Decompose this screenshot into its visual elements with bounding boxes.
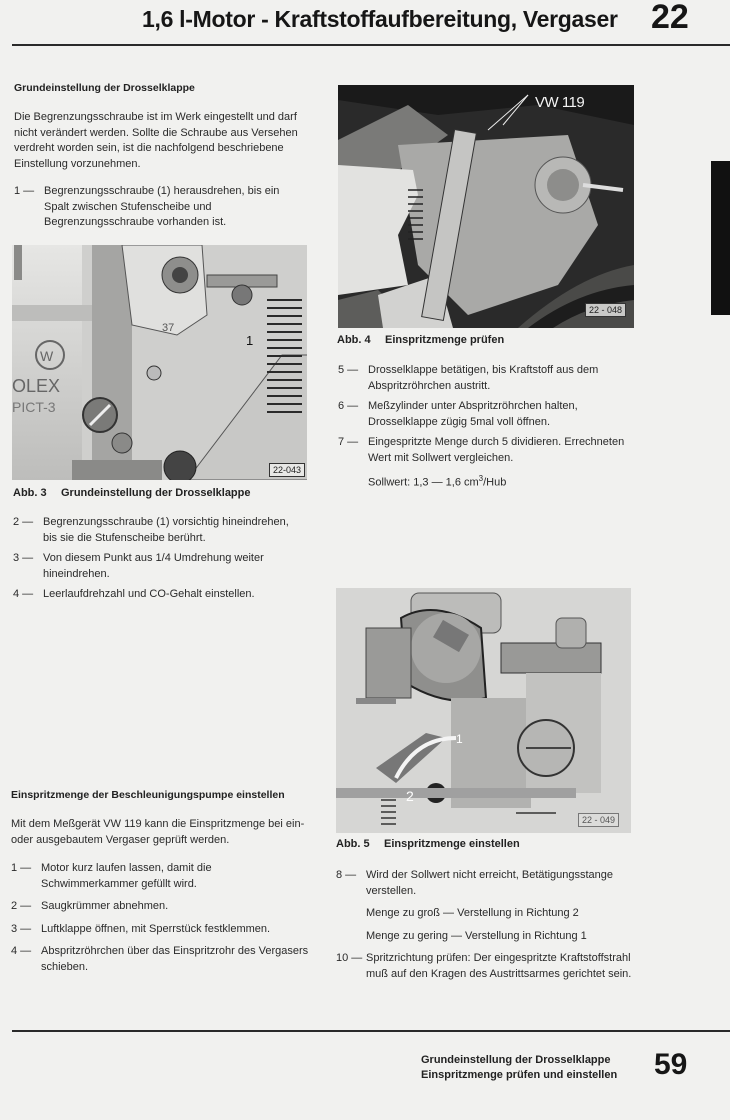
plate-brand-text: OLEX: [12, 376, 61, 396]
step-number: 2 —: [11, 900, 32, 912]
step-text: Begrenzungsschraube (1) herausdrehen, bis ein Spalt zwischen Stufenscheibe und Begrenzungsschraube vorhanden ist.: [44, 185, 280, 228]
step-number: 2 —: [13, 516, 34, 528]
header-rule: [12, 44, 730, 46]
step-number: 8 —: [336, 869, 357, 881]
step-item: [14, 184, 306, 231]
step-text: Saugkrümmer abnehmen.: [41, 900, 169, 912]
step-item: [11, 922, 311, 938]
step-item: [13, 551, 303, 582]
carburetor-assembly-image: [336, 588, 631, 833]
step-text: Abspritzröhrchen über das Einspritzrohr des Vergasers schieben.: [41, 945, 309, 973]
section-intro-pump: Mit dem Meßgerät VW 119 kann die Einspritzmenge bei ein- oder ausgebautem Vergaser geprüft werden.: [11, 818, 305, 846]
tool-label-vw119: VW 119: [535, 94, 585, 111]
step-text: Begrenzungsschraube (1) vorsichtig hineindrehen, bis sie die Stufenscheibe berührt.: [43, 516, 289, 544]
figure-label: Abb. 3: [13, 487, 47, 499]
plate-number-text: 37: [162, 322, 175, 334]
step-text: Wird der Sollwert nicht erreicht, Betätigungsstange verstellen.: [366, 869, 614, 897]
step-item: [336, 951, 636, 982]
step-list-check: [338, 363, 638, 498]
section-heading-pump: Einspritzmenge der Beschleunigungspumpe einstellen: [11, 789, 285, 801]
step-number: 3 —: [11, 922, 32, 935]
step-list-pump: [11, 861, 311, 980]
step-number: 10 —: [336, 952, 363, 964]
section-intro-throttle: Die Begrenzungsschraube ist im Werk eingestellt und darf nicht verändert werden. Sollte die Schraube aus Versehen verdreht worden sein, ist die nachfolgend beschriebene Einstellung vorzunehmen.: [14, 111, 298, 170]
adjust-note-too-much: Menge zu groß — Verstellung in Richtung 2: [366, 907, 579, 919]
figure-3-caption: [13, 487, 251, 499]
target-value-prefix: Sollwert: 1,3 — 1,6 cm: [368, 476, 479, 489]
target-value-suffix: /Hub: [483, 476, 507, 489]
figure-5-photo: [336, 588, 631, 833]
figure-caption-text: Grundeinstellung der Drosselklappe: [61, 487, 251, 499]
footer-rule: [12, 1030, 730, 1032]
step-item: [338, 399, 638, 430]
step-item: [11, 899, 311, 915]
step-item: [336, 868, 636, 899]
step-list-throttle-b: [13, 515, 303, 608]
footer-topic-1: Grundeinstellung der Drosselklappe: [421, 1054, 611, 1066]
plate-model-text: PICT-3: [12, 399, 56, 415]
photo-reference-id: 22-043: [269, 463, 305, 477]
figure-5-caption: [336, 838, 520, 850]
figure-caption-text: Einspritzmenge einstellen: [384, 838, 520, 850]
step-item: [338, 363, 638, 394]
footer-topics: [421, 1053, 617, 1083]
step-number: 1 —: [14, 185, 35, 197]
footer-topic-2: Einspritzmenge prüfen und einstellen: [421, 1069, 618, 1081]
figure-label: Abb. 4: [337, 334, 371, 346]
step-list-throttle-a: [14, 184, 306, 236]
photo-reference-id: 22 - 049: [578, 813, 619, 827]
svg-text:W: W: [40, 348, 54, 364]
figure-4-photo: [338, 85, 634, 328]
adjust-note-too-little: Menge zu gering — Verstellung in Richtung 1: [366, 929, 587, 942]
step-number: 6 —: [338, 400, 359, 412]
step-item: [11, 861, 311, 892]
callout-2: 2: [406, 788, 414, 804]
step-item: [338, 435, 638, 466]
step-text: Motor kurz laufen lassen, damit die Schwimmerkammer gefüllt wird.: [41, 862, 212, 890]
step-number: 1 —: [11, 862, 32, 874]
step-number: 4 —: [11, 945, 32, 957]
figure-caption-text: Einspritzmenge prüfen: [385, 334, 505, 346]
step-number: 7 —: [338, 436, 359, 448]
step-text: Von diesem Punkt aus 1/4 Umdrehung weiter hineindrehen.: [43, 552, 264, 580]
step-number: 4 —: [13, 588, 34, 600]
target-value: [338, 471, 638, 491]
step-text: Meßzylinder unter Abspritzröhrchen halten, Drosselklappe zügig 5mal voll öffnen.: [368, 400, 578, 428]
figure-label: Abb. 5: [336, 838, 370, 850]
section-heading-throttle: Grundeinstellung der Drosselklappe: [14, 82, 195, 94]
step-text: Spritzrichtung prüfen: Der eingespritzte Kraftstoffstrahl muß auf den Kragen des Austrittsarmes gerichtet sein.: [366, 952, 632, 980]
figure-3-photo: [12, 245, 307, 480]
measuring-tool-image: [338, 85, 634, 328]
step-number: 5 —: [338, 364, 359, 376]
step-text: Eingespritzte Menge durch 5 dividieren. Errechneten Wert mit Sollwert vergleichen.: [368, 436, 625, 464]
step-item: [13, 587, 303, 603]
step-text: Leerlaufdrehzahl und CO-Gehalt einstellen.: [43, 588, 255, 600]
callout-1: 1: [246, 333, 254, 348]
chapter-thumb-tab: [711, 161, 730, 315]
step-number: 3 —: [13, 552, 34, 564]
carburetor-closeup-image: [12, 245, 307, 480]
page-header-title: 1,6 l-Motor - Kraftstoffaufbereitung, Vergaser: [142, 6, 618, 32]
step-text: Drosselklappe betätigen, bis Kraftstoff aus dem Abspritzröhrchen austritt.: [368, 364, 599, 392]
figure-4-caption: [337, 334, 504, 346]
step-item: [11, 944, 311, 975]
callout-1: 1: [456, 732, 463, 746]
step-text: Luftklappe öffnen, mit Sperrstück festklemmen.: [41, 922, 271, 935]
chapter-number: 22: [651, 0, 689, 36]
photo-reference-id: 22 - 048: [585, 303, 626, 317]
target-value-exponent: 3: [478, 474, 484, 483]
step-list-adjust: [336, 868, 636, 987]
step-item: [13, 515, 303, 546]
page-number: 59: [654, 1048, 688, 1081]
